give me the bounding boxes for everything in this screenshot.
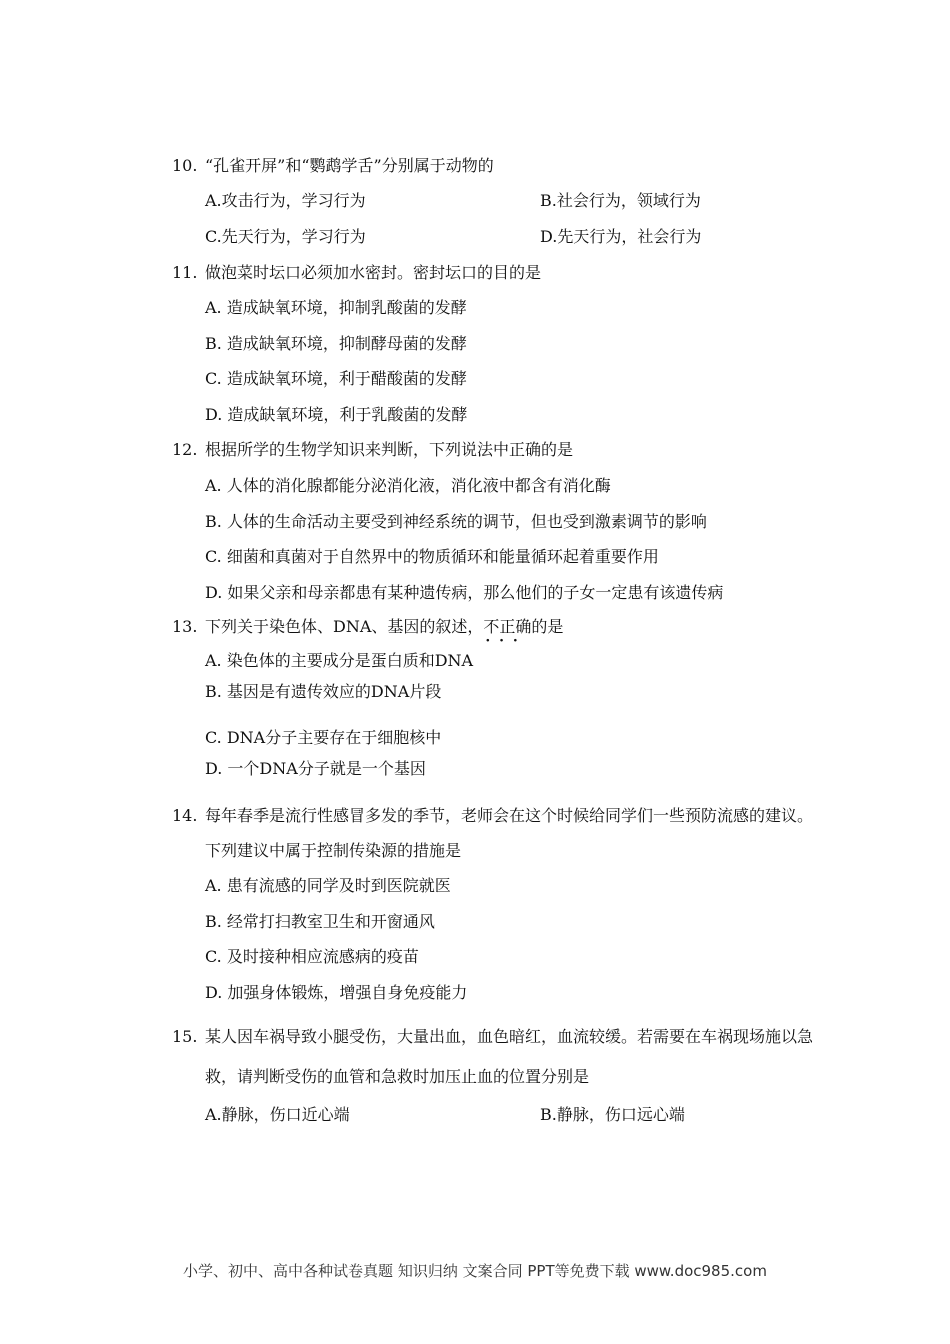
question-number: 12. [172, 440, 198, 459]
question-number: 13. [172, 617, 198, 636]
question-stem: “孔雀开屏”和“鹦鹉学舌”分别属于动物的 [205, 156, 494, 175]
question-number: 15. [172, 1027, 198, 1046]
question-stem: 每年春季是流行性感冒多发的季节，老师会在这个时候给同学们一些预防流感的建议。 [205, 806, 814, 825]
question-stem: 某人因车祸导致小腿受伤，大量出血，血色暗红，血流较缓。若需要在车祸现场施以急 [205, 1027, 814, 1046]
option-c: C. 及时接种相应流感病的疫苗 [205, 947, 419, 966]
option-c: C.先天行为，学习行为 [205, 227, 366, 246]
option-b: B. 人体的生命活动主要受到神经系统的调节，但也受到激素调节的影响 [205, 512, 707, 531]
option-d: D. 造成缺氧环境，利于乳酸菌的发酵 [205, 405, 468, 424]
question-stem: 做泡菜时坛口必须加水密封。密封坛口的目的是 [205, 263, 542, 282]
option-b: B.静脉，伤口远心端 [540, 1105, 685, 1124]
option-b: B. 基因是有遗传效应的DNA片段 [205, 682, 442, 701]
option-a: A. 患有流感的同学及时到医院就医 [205, 876, 451, 895]
option-b: B. 造成缺氧环境，抑制酵母菌的发酵 [205, 334, 467, 353]
option-c: C. 细菌和真菌对于自然界中的物质循环和能量循环起着重要作用 [205, 547, 659, 566]
stem-suffix: 的是 [531, 617, 564, 636]
option-a: A. 染色体的主要成分是蛋白质和DNA [205, 651, 474, 670]
emphasized-word: 不正确 · · · [483, 617, 531, 636]
question-stem-line-2: 救，请判断受伤的血管和急救时加压止血的位置分别是 [205, 1067, 590, 1086]
option-d: D. 一个DNA分子就是一个基因 [205, 759, 426, 778]
option-d: D.先天行为，社会行为 [540, 227, 702, 246]
option-a: A. 人体的消化腺都能分泌消化液，消化液中都含有消化酶 [205, 476, 611, 495]
question-stem: 根据所学的生物学知识来判断，下列说法中正确的是 [205, 440, 574, 459]
option-c: C. DNA分子主要存在于细胞核中 [205, 728, 442, 747]
option-d: D. 如果父亲和母亲都患有某种遗传病，那么他们的子女一定患有该遗传病 [205, 583, 724, 602]
question-stem-line-2: 下列建议中属于控制传染源的措施是 [205, 841, 462, 860]
question-number: 10. [172, 156, 198, 175]
option-a: A.攻击行为，学习行为 [205, 191, 366, 210]
stem-prefix: 下列关于染色体、DNA、基因的叙述， [205, 617, 484, 636]
option-d: D. 加强身体锻炼，增强自身免疫能力 [205, 983, 468, 1002]
question-number: 11. [172, 263, 198, 282]
option-b: B. 经常打扫教室卫生和开窗通风 [205, 912, 435, 931]
option-a: A. 造成缺氧环境，抑制乳酸菌的发酵 [205, 298, 467, 317]
option-c: C. 造成缺氧环境，利于醋酸菌的发酵 [205, 369, 467, 388]
question-stem [205, 616, 563, 638]
option-a: A.静脉，伤口近心端 [205, 1105, 350, 1124]
question-number: 14. [172, 806, 198, 825]
option-b: B.社会行为，领域行为 [540, 191, 701, 210]
footer-ad-text: 小学、初中、高中各种试卷真题 知识归纳 文案合同 PPT等免费下载 www.doc985.com [183, 1262, 767, 1280]
